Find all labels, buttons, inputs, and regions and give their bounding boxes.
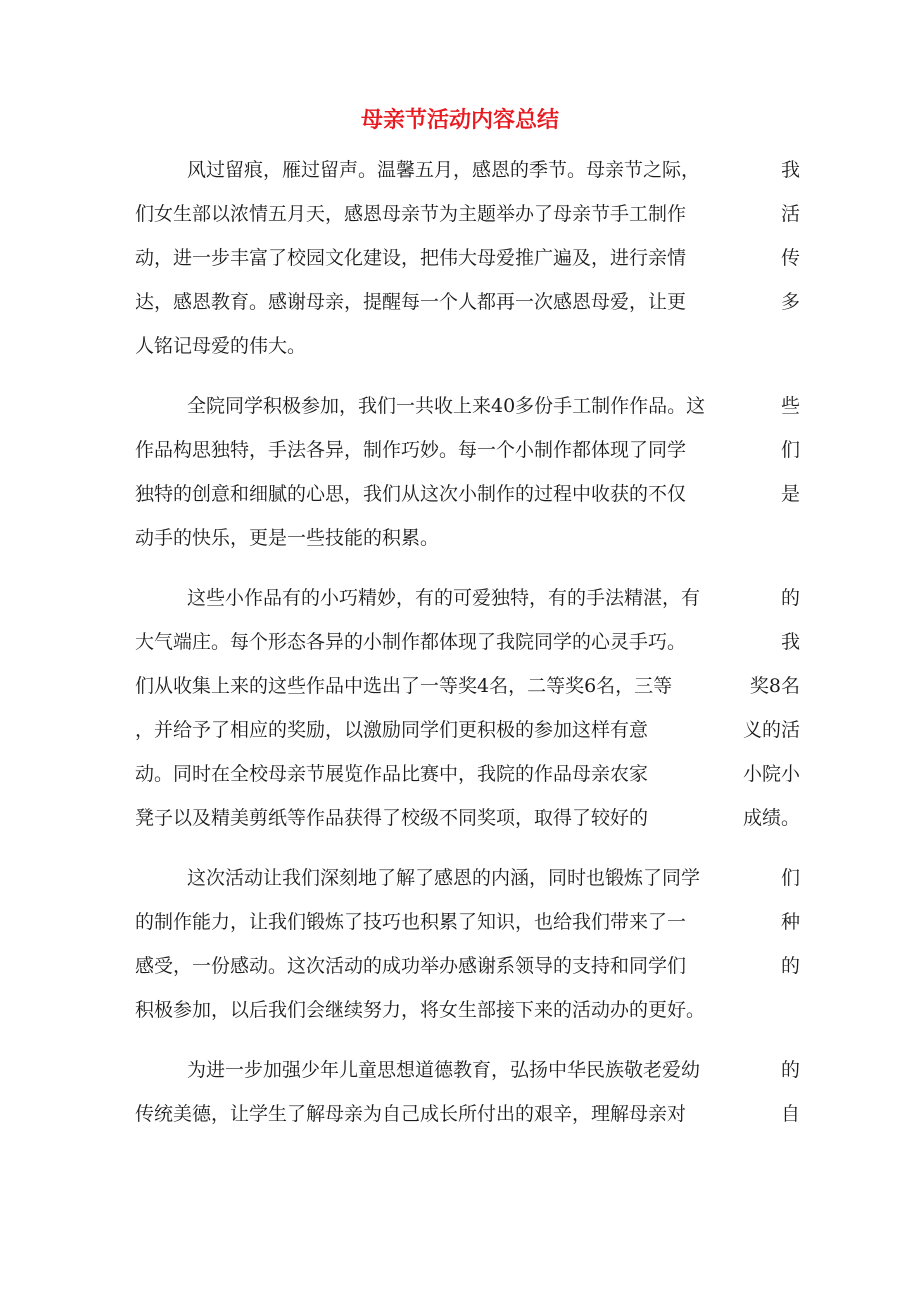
text-line [135, 664, 800, 708]
text-segment: 大气端庄。每个形态各异的小制作都体现了我院同学的心灵手巧。 [135, 631, 687, 653]
text-line [135, 192, 800, 236]
text-line [135, 516, 800, 560]
text-segment: 我 [780, 159, 800, 181]
text-segment: 的 [780, 1059, 800, 1081]
text-line [135, 856, 800, 900]
text-segment: 积极参加，以后我们会继续努力，将女生部接下来的活动办的更好。 [135, 999, 706, 1021]
text-segment: 的 [780, 955, 800, 977]
text-segment: 种 [780, 911, 800, 933]
paragraph [135, 148, 800, 368]
text-segment: 作品构思独特，手法各异，制作巧妙。每一个小制作都体现了同学 [135, 439, 687, 461]
text-segment: 动，进一步丰富了校园文化建设，把伟大母爱推广遍及，进行亲情 [135, 247, 687, 269]
text-line [135, 236, 800, 280]
text-line [135, 796, 800, 840]
text-line [135, 384, 800, 428]
text-segment: 义的活 [742, 719, 800, 741]
text-segment: 的 [780, 587, 800, 609]
text-segment: 自 [780, 1103, 800, 1125]
text-segment: 感受，一份感动。这次活动的成功举办感谢系领导的支持和同学们 [135, 955, 687, 977]
text-segment: 成绩。 [742, 807, 800, 829]
text-line [135, 944, 800, 988]
text-segment: 传 [780, 247, 800, 269]
paragraph [135, 384, 800, 560]
text-segment: 我 [780, 631, 800, 653]
text-segment: 动。同时在全校母亲节展览作品比赛中，我院的作品母亲农家 [135, 763, 649, 785]
document-body [135, 148, 800, 1152]
text-line [135, 752, 800, 796]
text-segment: 些 [780, 395, 800, 417]
text-segment: 全院同学积极参加，我们一共收上来40多份手工制作作品。这 [187, 395, 706, 417]
text-line [135, 620, 800, 664]
text-segment: 们从收集上来的这些作品中选出了一等奖4名，二等奖6名，三等 [135, 675, 673, 697]
text-segment: 凳子以及精美剪纸等作品获得了校级不同奖项，取得了较好的 [135, 807, 649, 829]
text-segment: 动手的快乐，更是一些技能的积累。 [135, 527, 440, 549]
text-segment: 们 [780, 867, 800, 889]
text-segment: 这次活动让我们深刻地了解了感恩的内涵，同时也锻炼了同学 [187, 867, 701, 889]
text-segment: 多 [780, 291, 800, 313]
text-line [135, 576, 800, 620]
text-line [135, 1092, 800, 1136]
text-segment: 这些小作品有的小巧精妙，有的可爱独特，有的手法精湛，有 [187, 587, 701, 609]
text-segment: 达，感恩教育。感谢母亲，提醒每一个人都再一次感恩母爱，让更 [135, 291, 687, 313]
text-line [135, 280, 800, 324]
text-line [135, 988, 800, 1032]
text-segment: 们女生部以浓情五月天，感恩母亲节为主题举办了母亲节手工制作 [135, 203, 687, 225]
text-line [135, 708, 800, 752]
paragraph [135, 576, 800, 840]
text-line [135, 472, 800, 516]
text-segment: ，并给予了相应的奖励，以激励同学们更积极的参加这样有意 [135, 719, 649, 741]
text-segment: 的制作能力，让我们锻炼了技巧也积累了知识，也给我们带来了一 [135, 911, 687, 933]
document-title: 母亲节活动内容总结 [360, 107, 559, 133]
text-segment: 是 [780, 483, 800, 505]
text-line [135, 428, 800, 472]
text-line [135, 148, 800, 192]
text-line [135, 324, 800, 368]
text-segment: 活 [780, 203, 800, 225]
text-line [135, 1048, 800, 1092]
text-segment: 风过留痕，雁过留声。温馨五月，感恩的季节。母亲节之际， [187, 159, 701, 181]
text-line [135, 900, 800, 944]
text-segment: 小院小 [742, 763, 800, 785]
text-segment: 传统美德，让学生了解母亲为自己成长所付出的艰辛，理解母亲对 [135, 1103, 687, 1125]
text-segment: 独特的创意和细腻的心思，我们从这次小制作的过程中收获的不仅 [135, 483, 687, 505]
text-segment: 为进一步加强少年儿童思想道德教育，弘扬中华民族敬老爱幼 [187, 1059, 701, 1081]
text-segment: 奖8名 [749, 675, 800, 697]
paragraph [135, 856, 800, 1032]
text-segment: 人铭记母爱的伟大。 [135, 335, 307, 357]
text-segment: 们 [780, 439, 800, 461]
paragraph [135, 1048, 800, 1136]
